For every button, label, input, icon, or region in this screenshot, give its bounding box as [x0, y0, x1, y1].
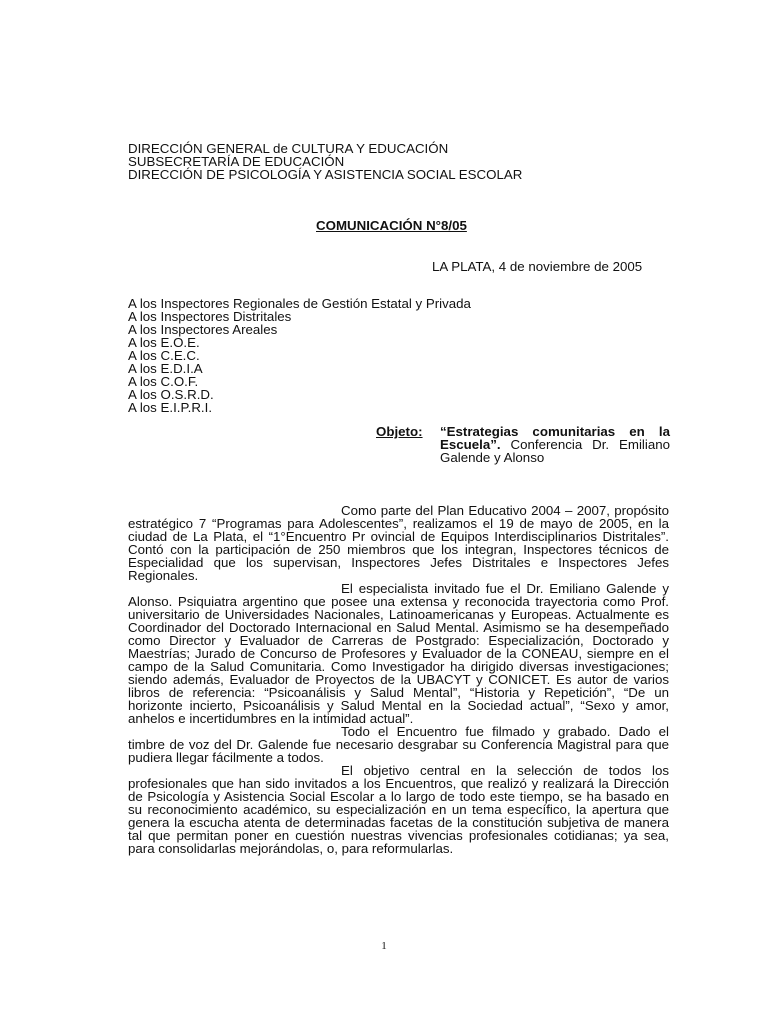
body-paragraph: El objetivo central en la selección de todos los profesionales que han sido invitados a los Encuentros, que realizó y realizará la Dirección de Psicología y Asistencia Social Escolar a lo largo de todo este tiempo, se ha basado en su reconocimiento académico, su especialización en un tema específico, la apertura que genera la escucha atenta de determinadas facetas de la constitución subjetiva de manera tal que permitan poner en cuestión nuestras vivencias profesionales cotidianas; ya sea, para consolidarlas mejorándolas, o, para reformularlas.: [128, 763, 669, 856]
recipient-item: A los E.D.I.A: [128, 361, 203, 376]
recipient-item: A los Inspectores Regionales de Gestión Estatal y Privada: [128, 296, 471, 311]
body-paragraph: Como parte del Plan Educativo 2004 – 2007, propósito estratégico 7 “Programas para Adolescentes”, realizamos el 19 de mayo de 2005, en la ciudad de La Plata, el “1°Encuentro Pr ovincial de Equipos Interdisciplinarios Distritales”. Contó con la participación de 250 miembros que los integran, Inspectores técnicos de Especialidad que los supervisan, Inspectores Jefes Distritales e Inspectores Jefes Regionales.: [128, 503, 669, 583]
recipient-item: A los O.S.R.D.: [128, 387, 214, 402]
letterhead-line-1: DIRECCIÓN GENERAL de CULTURA Y EDUCACIÓN: [128, 141, 449, 156]
body-text: [128, 504, 669, 855]
body-paragraph: Todo el Encuentro fue filmado y grabado. Dado el timbre de voz del Dr. Galende fue necesario desgrabar su Conferencia Magistral para que pudiera llegar fácilmente a todos.: [128, 724, 669, 765]
recipients-list: [128, 297, 471, 414]
subject-detail: Conferencia Dr. Emiliano Galende y Alonso: [440, 437, 670, 465]
recipient-item: A los Inspectores Distritales: [128, 309, 292, 324]
recipient-item: A los C.E.C.: [128, 348, 200, 363]
letterhead: [128, 142, 522, 181]
place-date: LA PLATA, 4 de noviembre de 2005: [432, 259, 643, 274]
subject-text: [440, 425, 670, 464]
recipient-item: A los C.O.F.: [128, 374, 199, 389]
letterhead-line-2: SUBSECRETARÍA DE EDUCACIÓN: [128, 154, 345, 169]
recipient-item: A los Inspectores Areales: [128, 322, 278, 337]
subject-label: Objeto:: [376, 424, 423, 439]
body-paragraph: El especialista invitado fue el Dr. Emiliano Galende y Alonso. Psiquiatra argentino que posee una extensa y reconocida trayectoria como Prof. universitario de Universidades Nacionales, Latinoamericanas y Europeas. Actualmente es Coordinador del Doctorado Internacional en Salud Mental. Asimismo se ha desempeñado como Director y Evaluador de Carreras de Postgrado: Especialización, Doctorado y Maestrías; Jurado de Concurso de Profesores y Evaluador de la CONEAU, siempre en el campo de la Salud Comunitaria. Como Investigador ha dirigido diversas investigaciones; siendo además, Evaluador de Proyectos de la UBACYT y CONICET. Es autor de varios libros de referencia: “Psicoanálisis y Salud Mental”, “Historia y Repetición”, “De un horizonte incierto, Psicoanálisis y Salud Mental en la Sociedad actual”, “Sexo y amor, anhelos e incertidumbres en la intimidad actual”.: [128, 581, 669, 726]
letterhead-line-3: DIRECCIÓN DE PSICOLOGÍA Y ASISTENCIA SOCIAL ESCOLAR: [128, 167, 523, 182]
subject-title: “Estrategias comunitarias en la Escuela”.: [440, 424, 670, 452]
communication-title: COMUNICACIÓN N°8/05: [316, 218, 467, 233]
recipient-item: A los E.O.E.: [128, 335, 200, 350]
recipient-item: A los E.I.P.R.I.: [128, 400, 213, 415]
page-number: 1: [381, 940, 387, 952]
